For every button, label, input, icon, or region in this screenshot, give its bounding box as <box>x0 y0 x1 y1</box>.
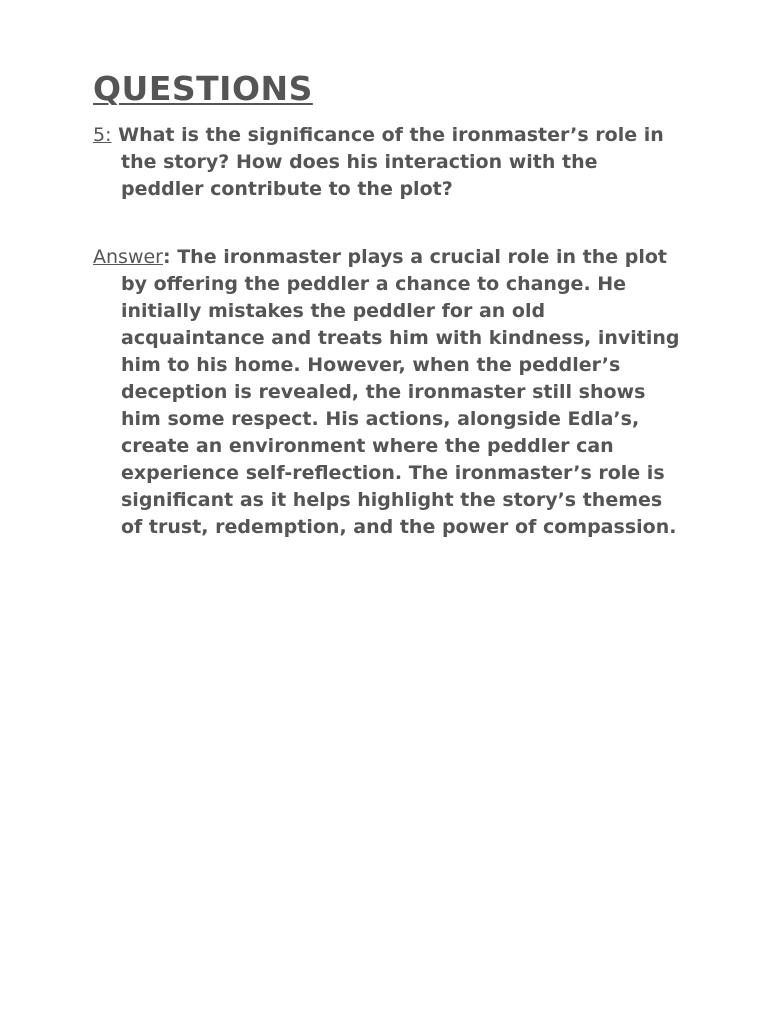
question-text: What is the significance of the ironmaster’s role in the story? How does his interaction with the peddler contribute to the plot? <box>118 124 664 200</box>
answer-paragraph <box>93 244 683 541</box>
page-title: QUESTIONS <box>93 69 313 108</box>
question-number: 5: <box>93 124 112 146</box>
answer-separator: : <box>162 246 171 268</box>
document-page <box>93 68 683 541</box>
question-paragraph <box>93 122 683 203</box>
answer-label: Answer <box>93 246 163 268</box>
answer-text: The ironmaster plays a crucial role in the plot by offering the peddler a chance to change. He initially mistakes the peddler for an old acquaintance and treats him with kindness, inviting him to his home. However, when the peddler’s deception is revealed, the ironmaster still shows him some respect. His actions, alongside Edla’s, create an environment where the peddler can experience self-reflection. The ironmaster’s role is significant as it helps highlight the story’s themes of trust, redemption, and the power of compassion. <box>121 246 680 538</box>
